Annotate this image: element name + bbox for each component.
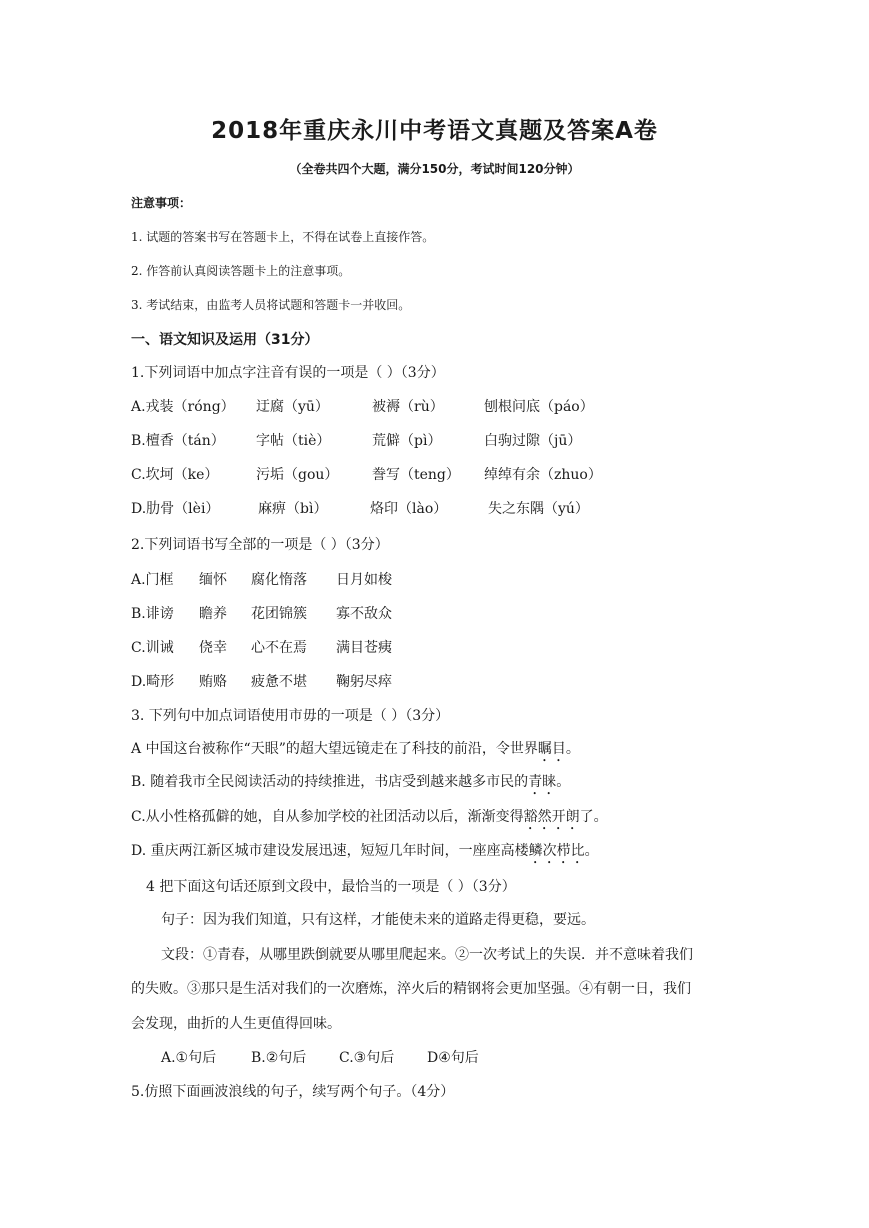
word-cell: 刨根问底（páo） xyxy=(484,399,594,415)
passage-line: 的失败。③那只是生活对我们的一次磨炼，淬火后的精钢将会更加坚强。④有朝一日，我们 xyxy=(131,981,691,997)
option-text-end: 了。 xyxy=(579,809,608,825)
word-cell: A.门框 xyxy=(131,572,174,588)
word-cell: 腐化惰落 xyxy=(251,572,307,588)
question-3-option-c xyxy=(131,806,608,833)
word-cell: 满目苍痍 xyxy=(336,640,392,656)
exam-info: （全卷共四个大题，满分150分，考试时间120分钟） xyxy=(289,162,580,176)
word-cell: 麻痹（bì） xyxy=(258,501,328,517)
question-1-stem: 1.下列词语中加点字注音有误的一项是（ ）（3分） xyxy=(131,365,445,381)
passage-line: 文段：①青春，从哪里跌倒就要从哪里爬起来。②一次考试上的失误．并不意味着我们 xyxy=(161,947,693,963)
word-cell: 缅怀 xyxy=(199,572,227,588)
word-cell: 瞻养 xyxy=(199,606,227,622)
dotted-word: 鳞次栉比 xyxy=(528,843,585,859)
dotted-word: 豁然开朗 xyxy=(523,809,580,825)
word-cell: 寡不敌众 xyxy=(336,606,392,622)
word-cell: B.诽谤 xyxy=(131,606,174,622)
word-cell: 誊写（teng） xyxy=(372,467,460,483)
option-text-end: 。 xyxy=(584,843,599,859)
page-title: 2018年重庆永川中考语文真题及答案A卷 xyxy=(211,118,658,144)
word-cell: 烙印（lào） xyxy=(370,501,448,517)
word-cell: C.训诫 xyxy=(131,640,174,656)
word-cell: 侥幸 xyxy=(199,640,227,656)
word-cell: 失之东隅（yú） xyxy=(488,501,589,517)
question-4-sentence: 句子：因为我们知道，只有这样，才能使未来的道路走得更稳，要远。 xyxy=(161,912,595,928)
option-text-end: 。 xyxy=(556,774,571,790)
word-cell: 日月如梭 xyxy=(336,572,392,588)
word-cell: 字帖（tiè） xyxy=(256,433,331,449)
option: A.①句后 xyxy=(161,1050,217,1066)
question-3-stem: 3. 下列句中加点词语使用市毋的一项是（ ）（3分） xyxy=(131,708,450,724)
word-cell: 被褥（rù） xyxy=(372,399,444,415)
option: C.③句后 xyxy=(339,1050,395,1066)
option: B.②句后 xyxy=(251,1050,307,1066)
notice-item: 2. 作答前认真阅读答题卡上的注意事项。 xyxy=(131,264,351,278)
word-cell: 疲惫不堪 xyxy=(251,674,307,690)
word-cell: D.肋骨（lèi） xyxy=(131,501,220,517)
word-cell: 鞠躬尽瘁 xyxy=(336,674,392,690)
word-cell: 白驹过隙（jū） xyxy=(484,433,582,449)
dotted-word: 青睐 xyxy=(528,774,557,790)
word-cell: B.檀香（tán） xyxy=(131,433,225,449)
word-cell: 绰绰有余（zhuo） xyxy=(484,467,602,483)
question-3-option-a xyxy=(131,738,580,765)
option-text-end: 。 xyxy=(565,741,580,757)
notice-heading: 注意事项： xyxy=(131,196,192,210)
word-cell: 污垢（gou） xyxy=(256,467,339,483)
question-3-option-d xyxy=(131,840,599,867)
notice-item: 1. 试题的答案书写在答题卡上，不得在试卷上直接作答。 xyxy=(131,230,435,244)
question-3-option-b xyxy=(131,771,570,798)
word-cell: 花团锦簇 xyxy=(251,606,307,622)
option-text: C.从小性格孤僻的她，自从参加学校的社团活动以后，渐渐变得 xyxy=(131,809,524,825)
section-heading: 一、语文知识及运用（31分） xyxy=(131,332,319,348)
word-cell: C.坎坷（ke） xyxy=(131,467,219,483)
question-2-stem: 2.下列词语书写全部的一项是（ ）（3分） xyxy=(131,537,389,553)
option-text: A 中国这台被称作“天眼”的超大望远镜走在了科技的前沿，令世界 xyxy=(131,741,538,757)
notice-item: 3. 考试结束，由监考人员将试题和答题卡一并收回。 xyxy=(131,298,411,312)
word-cell: A.戎装（róng） xyxy=(131,399,235,415)
question-4-stem: 4 把下面这句话还原到文段中，最恰当的一项是（ ）（3分） xyxy=(146,879,516,895)
word-cell: 荒僻（pì） xyxy=(372,433,442,449)
word-cell: 心不在焉 xyxy=(251,640,307,656)
option-text: D. 重庆两江新区城市建设发展迅速，短短几年时间，一座座高楼 xyxy=(131,843,529,859)
word-cell: 迂腐（yū） xyxy=(256,399,329,415)
word-cell: D.畸形 xyxy=(131,674,175,690)
question-5-stem: 5.仿照下面画波浪线的句子，续写两个句子。（4分） xyxy=(131,1084,455,1100)
option-text: B. 随着我市全民阅读活动的持续推进，书店受到越来越多市民的 xyxy=(131,774,529,790)
word-cell: 贿赂 xyxy=(199,674,227,690)
passage-line: 会发现，曲折的人生更值得回味。 xyxy=(131,1016,341,1032)
option: D④句后 xyxy=(427,1050,479,1066)
dotted-word: 瞩目 xyxy=(537,741,566,757)
